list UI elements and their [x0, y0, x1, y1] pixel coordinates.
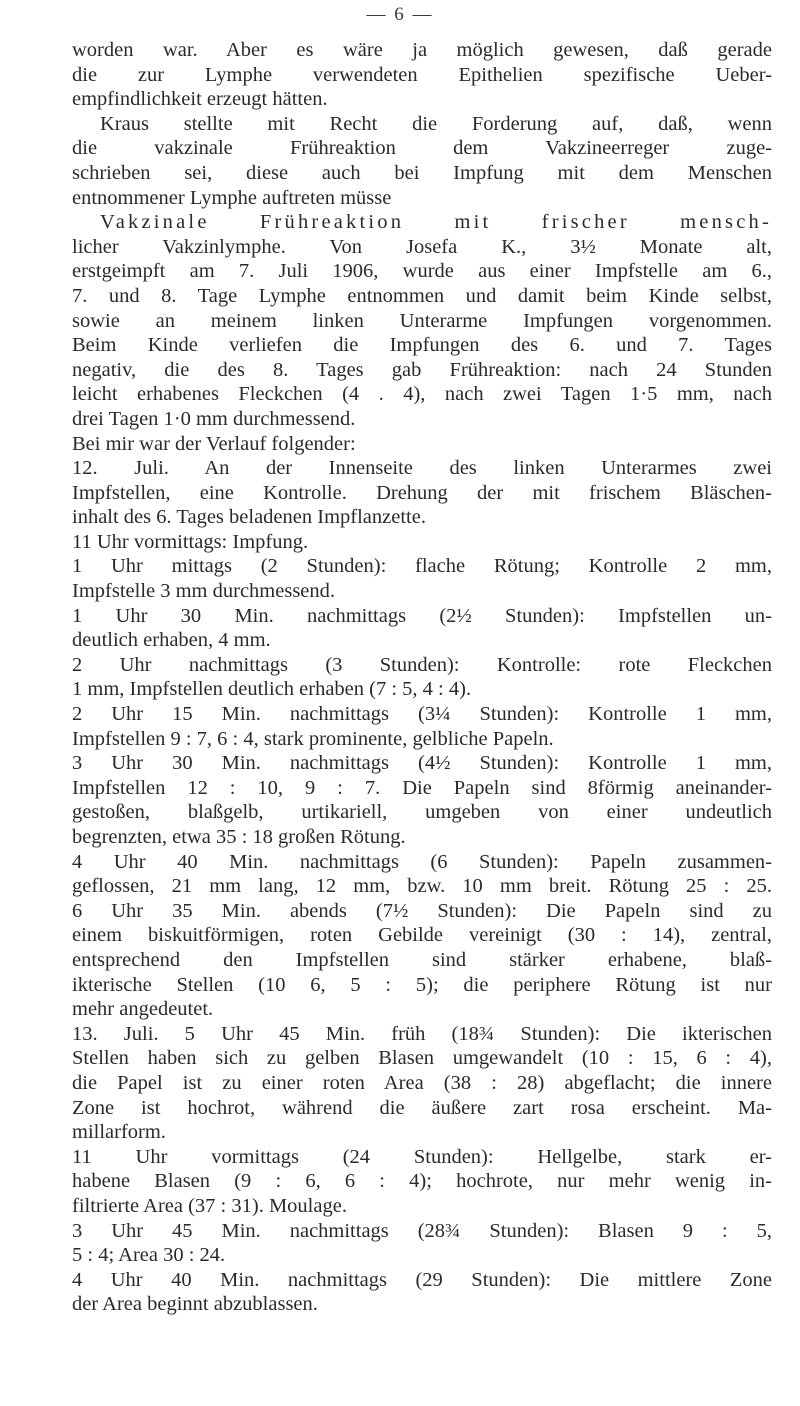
text-line: 3 Uhr 30 Min. nachmittags (4½ Stunden): Kontrolle 1 mm,: [72, 752, 772, 775]
text-line: Stellen haben sich zu gelben Blasen umgewandelt (10 : 15, 6 : 4),: [72, 1047, 772, 1070]
text-line: Zone ist hochrot, während die äußere zart rosa erscheint. Ma-: [72, 1096, 772, 1119]
text-line: 11 Uhr vormittags: Impfung.: [72, 530, 309, 553]
text-line: negativ, die des 8. Tages gab Frühreaktion: nach 24 Stunden: [72, 358, 772, 381]
text-line: millarform.: [72, 1121, 166, 1144]
text-line: der Area beginnt abzublassen.: [72, 1293, 318, 1316]
text-line: leicht erhabenes Fleckchen (4 . 4), nach zwei Tagen 1·5 mm, nach: [72, 383, 772, 406]
text-line: schrieben sei, diese auch bei Impfung mit dem Menschen: [72, 161, 772, 184]
text-line: 11 Uhr vormittags (24 Stunden): Hellgelbe, stark er-: [72, 1145, 772, 1168]
text-line: 1 Uhr mittags (2 Stunden): flache Rötung; Kontrolle 2 mm,: [72, 555, 772, 578]
text-line: 4 Uhr 40 Min. nachmittags (6 Stunden): Papeln zusammen-: [72, 850, 772, 873]
text-line: inhalt des 6. Tages beladenen Impflanzette.: [72, 506, 426, 529]
text-line: Impfstellen 9 : 7, 6 : 4, stark prominente, gelbliche Papeln.: [72, 727, 554, 750]
text-line: 1 Uhr 30 Min. nachmittags (2½ Stunden): Impfstellen un-: [72, 604, 772, 627]
text-line: Bei mir war der Verlauf folgender:: [72, 432, 356, 455]
text-line: licher Vakzinlymphe. Von Josefa K., 3½ Monate alt,: [72, 235, 772, 258]
body-text: [72, 38, 772, 1317]
text-line: Beim Kinde verliefen die Impfungen des 6. und 7. Tages: [72, 334, 772, 357]
text-line: 13. Juli. 5 Uhr 45 Min. früh (18¾ Stunden): Die ikterischen: [72, 1022, 772, 1045]
text-line: Impfstelle 3 mm durchmessend.: [72, 580, 336, 603]
text-line: ikterische Stellen (10 6, 5 : 5); die periphere Rötung ist nur: [72, 973, 772, 996]
text-line: 6 Uhr 35 Min. abends (7½ Stunden): Die Papeln sind zu: [72, 899, 772, 922]
text-line: 12. Juli. An der Innenseite des linken Unterarmes zwei: [72, 457, 772, 480]
text-line: einem biskuitförmigen, roten Gebilde vereinigt (30 : 14), zentral,: [72, 924, 772, 947]
text-line: habene Blasen (9 : 6, 6 : 4); hochrote, nur mehr wenig in-: [72, 1170, 772, 1193]
text-line: 2 Uhr 15 Min. nachmittags (3¼ Stunden): Kontrolle 1 mm,: [72, 703, 772, 726]
text-line: empfindlichkeit erzeugt hätten.: [72, 88, 328, 111]
text-line: sowie an meinem linken Unterarme Impfungen vorgenommen.: [72, 309, 772, 332]
text-line: geflossen, 21 mm lang, 12 mm, bzw. 10 mm breit. Rötung 25 : 25.: [72, 875, 772, 898]
text-line: Kraus stellte mit Recht die Forderung auf, daß, wenn: [100, 112, 772, 135]
text-line: filtrierte Area (37 : 31). Moulage.: [72, 1194, 347, 1217]
text-line: mehr angedeutet.: [72, 998, 214, 1021]
text-line: entsprechend den Impfstellen sind stärker erhabene, blaß-: [72, 948, 772, 971]
text-line: deutlich erhaben, 4 mm.: [72, 629, 271, 652]
text-line: die zur Lymphe verwendeten Epithelien spezifische Ueber-: [72, 63, 772, 86]
page-number: — 6 —: [366, 4, 434, 25]
text-line: Vakzinale Frühreaktion mit frischer mensch-: [100, 211, 772, 234]
text-line: gestoßen, blaßgelb, urtikariell, umgeben von einer undeutlich: [72, 801, 772, 824]
text-line: 4 Uhr 40 Min. nachmittags (29 Stunden): Die mittlere Zone: [72, 1268, 772, 1291]
text-line: drei Tagen 1·0 mm durchmessend.: [72, 407, 356, 430]
text-line: 2 Uhr nachmittags (3 Stunden): Kontrolle: rote Fleckchen: [72, 653, 772, 676]
text-line: worden war. Aber es wäre ja möglich gewesen, daß gerade: [72, 39, 772, 61]
text-line: Impfstellen 12 : 10, 9 : 7. Die Papeln sind 8förmig aneinander-: [72, 776, 772, 799]
text-line: 7. und 8. Tage Lymphe entnommen und damit beim Kinde selbst,: [72, 284, 772, 307]
text-line: begrenzten, etwa 35 : 18 großen Rötung.: [72, 826, 406, 848]
text-line: die Papel ist zu einer roten Area (38 : 28) abgeflacht; die innere: [72, 1071, 772, 1094]
text-line: 1 mm, Impfstellen deutlich erhaben (7 : 5, 4 : 4).: [72, 678, 472, 701]
text-line: 3 Uhr 45 Min. nachmittags (28¾ Stunden): Blasen 9 : 5,: [72, 1219, 772, 1242]
text-line: entnommener Lymphe auftreten müsse: [72, 186, 392, 209]
text-line: erstgeimpft am 7. Juli 1906, wurde aus einer Impfstelle am 6.,: [72, 260, 772, 283]
text-line: 5 : 4; Area 30 : 24.: [72, 1244, 226, 1267]
text-line: Impfstellen, eine Kontrolle. Drehung der mit frischem Bläschen-: [72, 481, 772, 504]
text-line: die vakzinale Frühreaktion dem Vakzineerreger zuge-: [72, 137, 772, 160]
